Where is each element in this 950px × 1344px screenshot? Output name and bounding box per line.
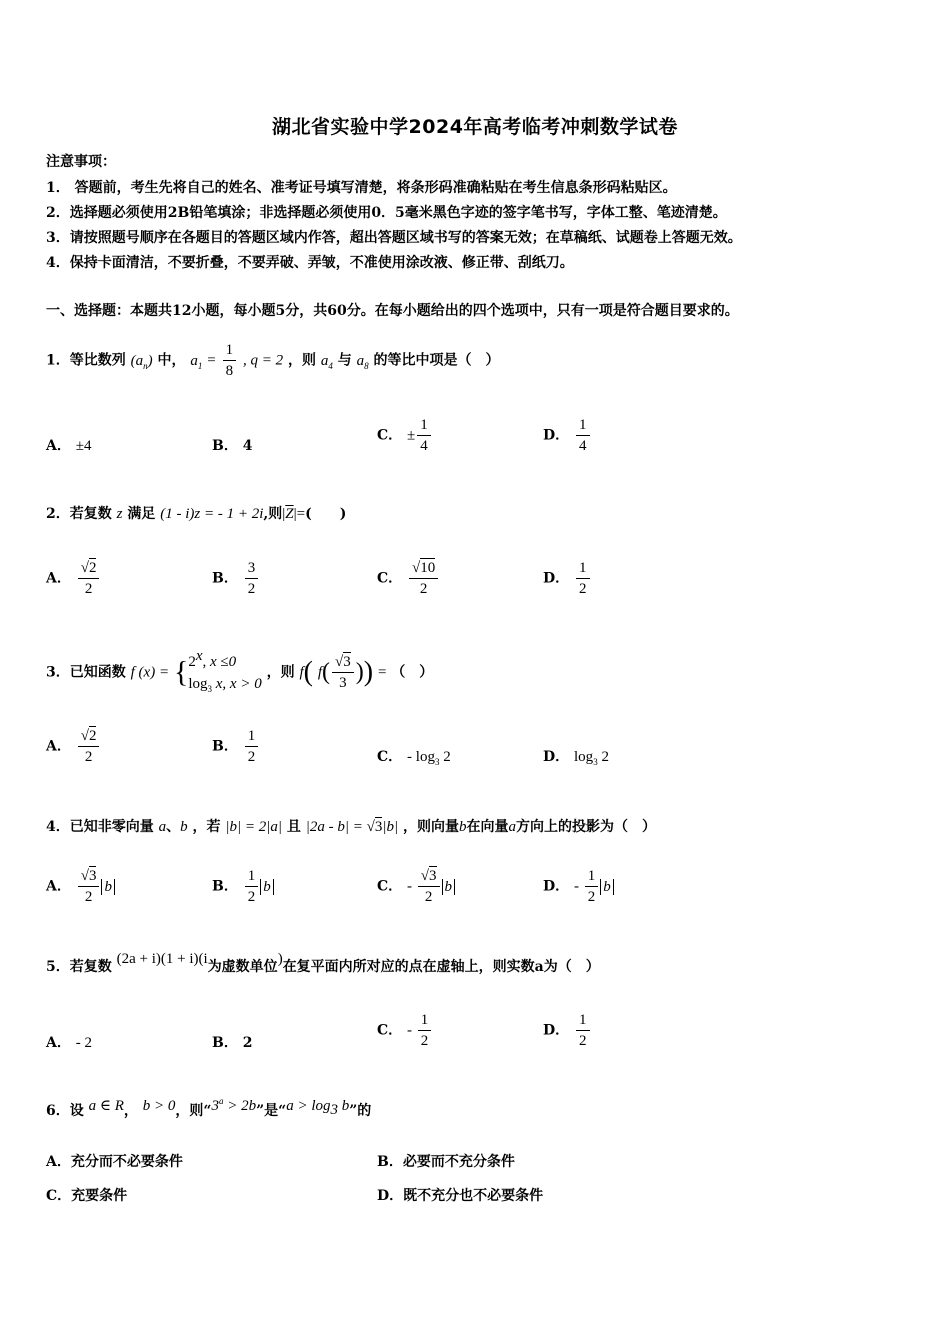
q6-option-c[interactable]: C．充要条件 [46,1188,128,1204]
q2-option-d[interactable]: D． $\frac{1}{2}$ [543,558,592,599]
q3-option-c[interactable]: C． - $\log_3 2$ [377,749,451,767]
question-4: 4．已知非零向量 a、b ，若 |b| = 2|a| 且 |2a - b| = √3|b| ，则向量b在向量a方向上的投影为（ ） [46,819,656,835]
q1-option-b[interactable]: B． 4 [212,438,253,454]
question-6: 6．设 a ∈ R， b > 0，则“$3^a > 2b$”是“$a > \log_3 b$”的 [46,1096,372,1119]
notice-item: 1． 答题前，考生先将自己的姓名、准考证号填写清楚，将条形码准确粘贴在考生信息条形码粘贴区。 [46,180,677,196]
notice-item: 2．选择题必须使用2B铅笔填涂；非选择题必须使用0．5毫米黑色字迹的签字笔书写，字体工整、笔迹清楚。 [46,205,727,221]
section-heading: 一、选择题：本题共12小题，每小题5分，共60分。在每小题给出的四个选项中，只有一项是符合题目要求的。 [46,303,739,319]
q4-option-b[interactable]: B． $\frac{1}{2}$ b [212,866,274,907]
q6-option-b[interactable]: B．必要而不充分条件 [377,1154,515,1170]
q3-option-a[interactable]: A． $\frac{√2}{2}$ [46,726,101,767]
q4-option-c[interactable]: C． - $\frac{√3}{2}$ b [377,866,455,907]
q3-option-b[interactable]: B． $\frac{1}{2}$ [212,726,260,767]
q5-option-b[interactable]: B． 2 [212,1035,253,1051]
q6-option-a[interactable]: A．充分而不必要条件 [46,1154,183,1170]
q2-option-c[interactable]: C． $\frac{√10}{2}$ [377,558,440,599]
notice-heading: 注意事项： [46,154,116,170]
question-1: 1．等比数列 $(a_n)$ 中， $a_1$ = $\frac{1}{8}$ , q = 2 ，则 $a_4$ 与 $a_8$ 的等比中项是（ ） [46,342,500,379]
question-5: 5．若复数 (2a + i)(1 + i)(i为虚数单位)在复平面内所对应的点在虚轴上，则实数a为（ ） [46,951,600,975]
q5-option-c[interactable]: C． - $\frac{1}{2}$ [377,1010,433,1051]
q6-option-d[interactable]: D．既不充分也不必要条件 [377,1188,544,1204]
q5-option-d[interactable]: D． $\frac{1}{2}$ [543,1010,592,1051]
notice-item: 3．请按照题号顺序在各题目的答题区域内作答，超出答题区域书写的答案无效；在草稿纸、试题卷上答题无效。 [46,230,742,246]
q3-option-d[interactable]: D． $\log_3 2$ [543,749,609,767]
question-2: 2．若复数 z 满足 (1 - i)z = - 1 + 2i,则$|\overline{Z}|=$( ) [46,506,347,522]
q2-option-b[interactable]: B． $\frac{3}{2}$ [212,558,260,599]
q1-option-d[interactable]: D． $\frac{1}{4}$ [543,415,592,456]
q1-option-a[interactable]: A． ±4 [46,438,92,454]
q5-option-a[interactable]: A． - 2 [46,1035,92,1051]
question-3: 3．已知函数 f (x) = { 2$^x$, x ≤0 $\log_3 x$, x > 0 ，则 f( f( $\frac{√3}{3}$ )) = （ ） [46,648,434,694]
q1-option-c[interactable]: C． ± $\frac{1}{4}$ [377,415,433,456]
q4-option-d[interactable]: D． - $\frac{1}{2}$ b [543,866,614,907]
q2-option-a[interactable]: A． $\frac{√2}{2}$ [46,558,101,599]
page-title: 湖北省实验中学2024年高考临考冲刺数学试卷 [272,116,678,138]
q4-option-a[interactable]: A． $\frac{√3}{2}$ b [46,866,115,907]
notice-item: 4．保持卡面清洁，不要折叠，不要弄破、弄皱，不准使用涂改液、修正带、刮纸刀。 [46,255,574,271]
